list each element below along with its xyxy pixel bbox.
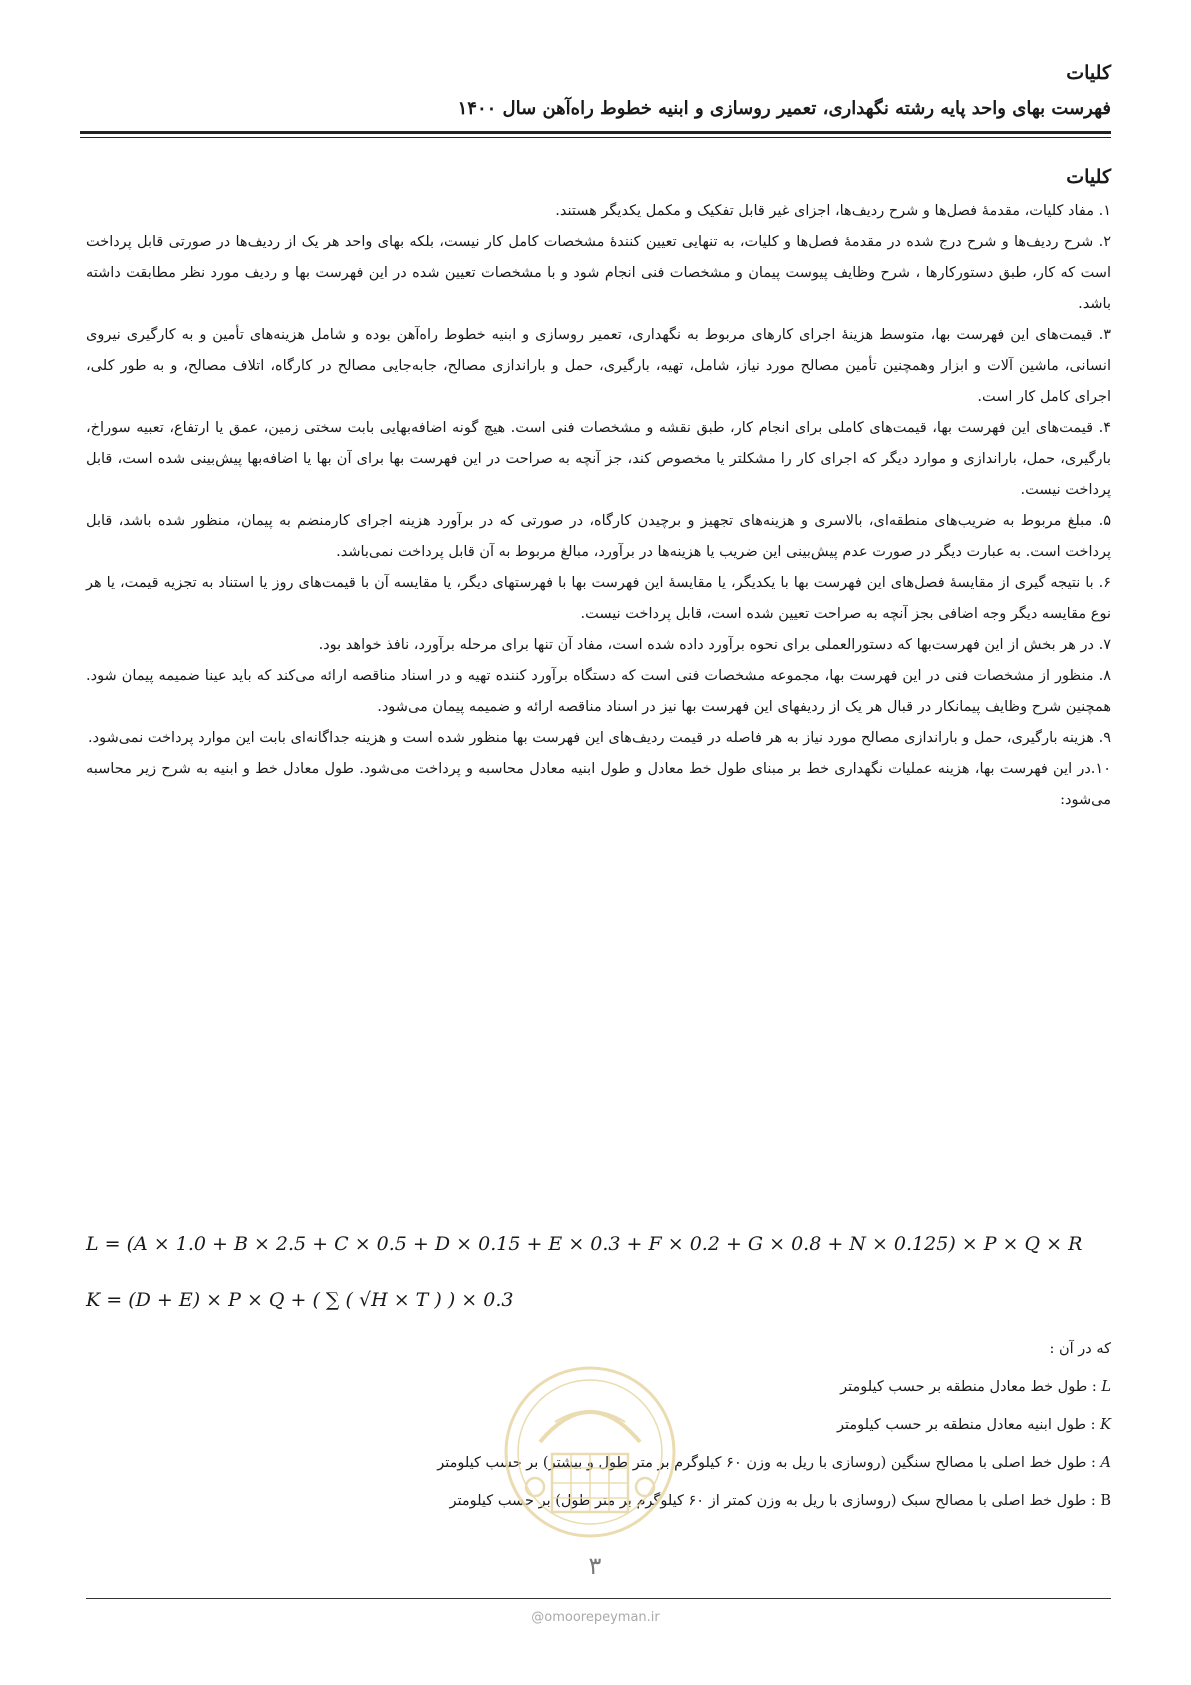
definition-symbol: K — [1100, 1417, 1111, 1433]
section-title: کلیات — [1066, 166, 1111, 188]
definition-text: : طول خط اصلی با مصالح سنگین (روسازی با ریل به وزن ۶۰ کیلوگرم بر متر طول و بیشتر) بر حسب کیلومتر — [437, 1455, 1101, 1471]
definition-text: : طول ابنیه معادل منطقه بر حسب کیلومتر — [837, 1417, 1101, 1433]
paragraph-6: ۶. با نتیجه گیری از مقایسهٔ فصل‌های این فهرست بها با یکدیگر، یا مقایسهٔ این فهرست بها با فهرستهای دیگر، یا مقایسه آن با قیمت‌های روز یا استناد به تجزیه قیمت، یا هر نوع مقایسه دیگر وجه اضافی بجز آنچه به صراحت تعیین شده است، قابل پرداخت نیست. — [86, 575, 1111, 622]
paragraph-8: ۸. منظور از مشخصات فنی در این فهرست بها، مجموعه مشخصات فنی است که دستگاه برآورد کننده تهیه و در اسناد مناقصه ارائه می‌کند که باید عینا ضمیمه پیمان شود. همچنین شرح وظایف پیمانکار در قبال هر یک از ردیفهای این فهرست بها نیز در اسناد مناقصه ارائه و ضمیمه پیمان می‌شود. — [86, 668, 1111, 715]
header-rule-thin — [80, 137, 1111, 138]
footer-rule — [86, 1598, 1111, 1599]
page-number: ۳ — [588, 1552, 602, 1580]
formulas — [86, 1216, 1082, 1328]
definition-text: : طول خط معادل منطقه بر حسب کیلومتر — [840, 1379, 1102, 1395]
watermark-logo-icon — [500, 1362, 680, 1542]
paragraph-9: ۹. هزینه بارگیری، حمل و باراندازی مصالح مورد نیاز به هر فاصله در قیمت ردیف‌های این فهرست بها منظور شده است و هزینه جداگانه‌ای بابت این موارد پرداخت نمی‌شود. — [88, 730, 1111, 746]
definition-symbol: A — [1100, 1455, 1111, 1471]
definition-text: : طول خط اصلی با مصالح سبک (روسازی با ریل به وزن کمتر از ۶۰ کیلوگرم بر متر طول) بر حسب کیلومتر — [449, 1493, 1101, 1509]
paragraph-5: ۵. مبلغ مربوط به ضریب‌های منطقه‌ای، بالاسری و هزینه‌های تجهیز و برچیدن کارگاه، در صورتی که در برآورد هزینه اجرای کارمنضم به پیمان، منظور شده باشد، قابل پرداخت است. به عبارت دیگر در صورت عدم پیش‌بینی این ضریب یا هزینه‌ها در برآورد، مبالغ مربوط به آن قابل پرداخت نمی‌باشد. — [86, 513, 1111, 560]
paragraph-1: ۱. مفاد کلیات، مقدمهٔ فصل‌ها و شرح ردیف‌ها، اجزای غیر قابل تفکیک و مکمل یکدیگر هستند. — [555, 203, 1111, 219]
header-rule-thick — [80, 131, 1111, 134]
paragraph-10: ۱۰.در این فهرست بها، هزینه عملیات نگهداری خط بر مبنای طول خط معادل و طول ابنیه معادل محاسبه و پرداخت می‌شود. طول معادل خط و ابنیه به شرح زیر محاسبه می‌شود: — [86, 761, 1111, 808]
formula-K: K = (D + E) × P × Q + ( ∑ ( √H × T ) ) × 0.3 — [86, 1289, 514, 1311]
paragraph-7: ۷. در هر بخش از این فهرست‌بها که دستورالعملی برای نحوه برآورد داده شده است، مفاد آن تنها برای مرحله برآورد، نافذ خواهد بود. — [318, 637, 1111, 653]
footer-site: @omoorepeyman.ir — [531, 1610, 660, 1625]
definition-symbol: L — [1101, 1379, 1111, 1395]
formula-L: L = (A × 1.0 + B × 2.5 + C × 0.5 + D × 0.15 + E × 0.3 + F × 0.2 + G × 0.8 + N × 0.125) × P × Q × R — [86, 1233, 1083, 1255]
body-text — [86, 196, 1111, 816]
paragraph-2: ۲. شرح ردیف‌ها و شرح درج شده در مقدمهٔ فصل‌ها و کلیات، به تنهایی تعیین کنندهٔ مشخصات کامل کار نیست، بلکه بهای واحد هر یک از ردیف‌ها در صورتی قابل پرداخت است که کار، طبق دستورکارها ، شرح وظایف پیوست پیمان و مشخصات فنی انجام شود و با مشخصات تعیین شده در این فهرست بها و ردیف مورد نظر مطابقت داشته باشد. — [86, 234, 1111, 312]
header-title: کلیات — [1066, 62, 1111, 84]
definitions-intro: که در آن : — [1049, 1341, 1111, 1357]
header-subtitle: فهرست بهای واحد پایه رشته نگهداری، تعمیر روسازی و ابنیه خطوط راه‌آهن سال ۱۴۰۰ — [457, 98, 1111, 119]
paragraph-4: ۴. قیمت‌های این فهرست بها، قیمت‌های کاملی برای انجام کار، طبق نقشه و مشخصات فنی است. هیچ گونه اضافه‌بهایی بابت سختی زمین، عمق یا ارتفاع، تعبیه سوراخ، بارگیری، حمل، باراندازی و موارد دیگر که اجرای کار را مشکلتر یا مخصوص کند، جز آنچه به صراحت در این فهرست بها برای آن بها یا اضافه‌بها پیش‌بینی شده است، قابل پرداخت نیست. — [86, 420, 1111, 498]
definition-symbol: B — [1100, 1493, 1111, 1509]
paragraph-3: ۳. قیمت‌های این فهرست بها، متوسط هزینهٔ اجرای کارهای مربوط به نگهداری، تعمیر روسازی و ابنیه خطوط راه‌آهن بوده و شامل هزینه‌های تأمین و به کارگیری نیروی انسانی، ماشین آلات و ابزار وهمچنین تأمین مصالح مورد نیاز، شامل، تهیه، بارگیری، حمل و باراندازی مصالح، جابه‌جایی مصالح در کارگاه، اتلاف مصالح، و به طور کلی، اجرای کامل کار است. — [86, 327, 1111, 405]
